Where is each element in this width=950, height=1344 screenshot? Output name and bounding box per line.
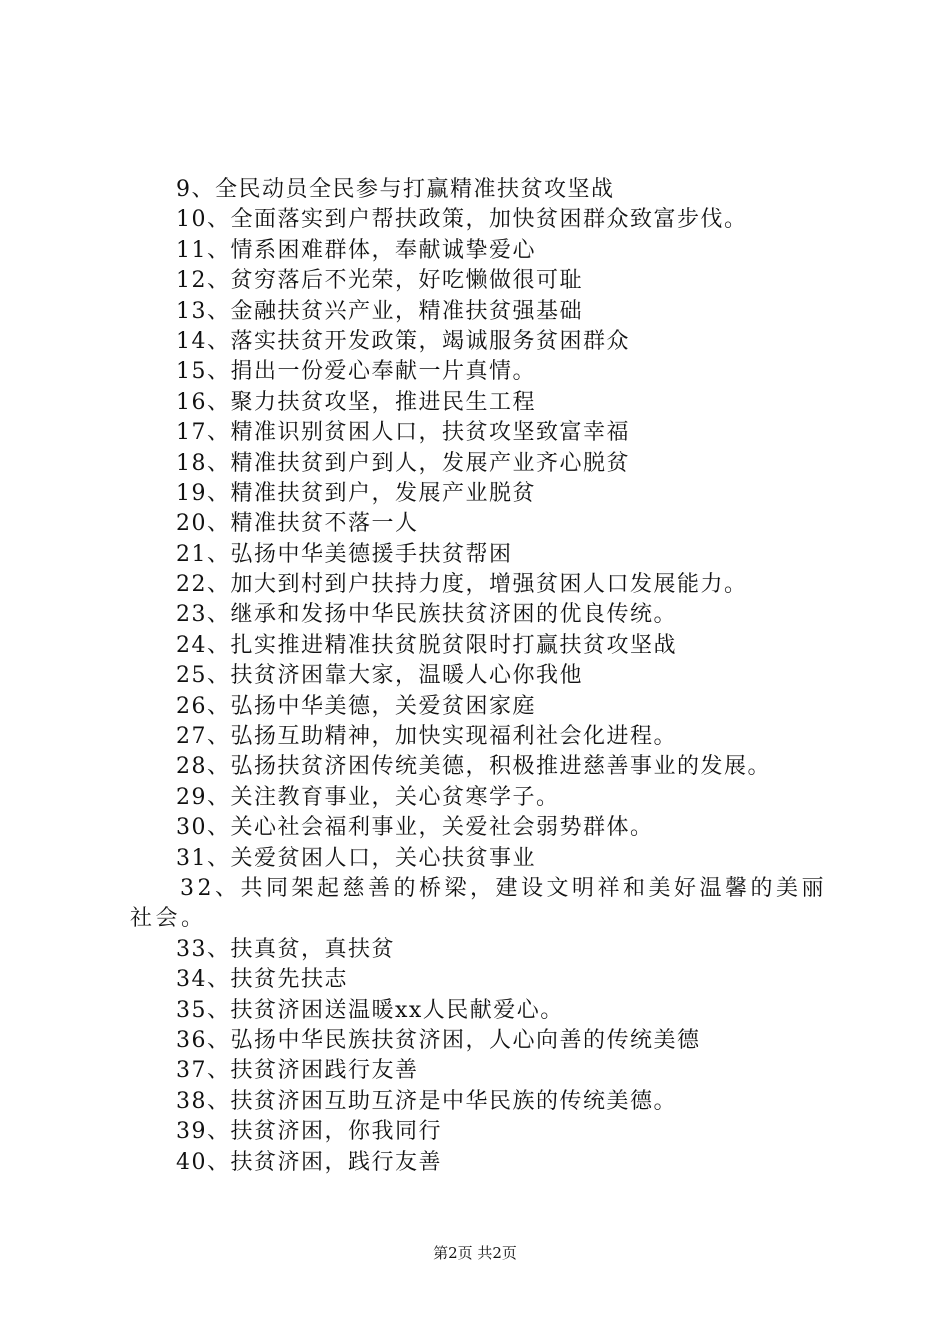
slogan-item: 19、精准扶贫到户，发展产业脱贫: [176, 480, 536, 506]
slogan-item: 9、全民动员全民参与打赢精准扶贫攻坚战: [176, 177, 615, 202]
slogan-item: 20、精准扶贫不落一人: [176, 511, 419, 537]
slogan-item: 16、聚力扶贫攻坚，推进民生工程: [176, 389, 536, 415]
slogan-item: 37、扶贫济困践行友善: [176, 1058, 419, 1084]
slogan-item: 26、弘扬中华美德，关爱贫困家庭: [176, 693, 536, 719]
slogan-item: 11、情系困难群体，奉献诚挚爱心: [176, 237, 536, 263]
slogan-item: 35、扶贫济困送温暖xx人民献爱心。: [176, 997, 564, 1023]
slogan-item: 27、弘扬互助精神，加快实现福利社会化进程。: [176, 724, 677, 750]
slogan-item: 38、扶贫济困互助互济是中华民族的传统美德。: [176, 1088, 677, 1114]
slogan-item: 33、扶真贫，真扶贫: [176, 936, 395, 962]
slogan-item: 13、金融扶贫兴产业，精准扶贫强基础: [176, 298, 583, 324]
slogan-item: 30、关心社会福利事业，关爱社会弱势群体。: [176, 815, 654, 841]
slogan-item: 15、捐出一份爱心奉献一片真情。: [176, 359, 536, 385]
slogan-item: 14、落实扶贫开发政策，竭诚服务贫困群众: [176, 328, 630, 354]
slogan-item: 29、关注教育事业，关心贫寒学子。: [176, 784, 560, 810]
slogan-item: 36、弘扬中华民族扶贫济困，人心向善的传统美德: [176, 1027, 701, 1053]
slogan-item: 39、扶贫济困，你我同行: [176, 1119, 442, 1145]
slogan-item: 24、扎实推进精准扶贫脱贫限时打赢扶贫攻坚战: [176, 632, 677, 658]
slogan-item: 28、弘扬扶贫济困传统美德，积极推进慈善事业的发展。: [176, 754, 771, 780]
page-footer: 第2页 共2页: [433, 1244, 517, 1262]
slogan-item: 18、精准扶贫到户到人，发展产业齐心脱贫: [176, 450, 630, 476]
slogan-item: 31、关爱贫困人口，关心扶贫事业: [176, 845, 536, 871]
slogan-item: 25、扶贫济困靠大家，温暖人心你我他: [176, 663, 583, 689]
slogan-item: 10、全面落实到户帮扶政策，加快贫困群众致富步伐。: [176, 207, 748, 233]
slogan-item: 32、共同架起慈善的桥梁，建设文明祥和美好温馨的美丽社会。: [130, 875, 827, 932]
slogan-item: 12、贫穷落后不光荣，好吃懒做很可耻: [176, 268, 583, 294]
slogan-item: 40、扶贫济困，践行友善: [176, 1149, 442, 1175]
slogan-list: [130, 175, 830, 1178]
slogan-item: 17、精准识别贫困人口，扶贫攻坚致富幸福: [176, 420, 630, 446]
slogan-item: 23、继承和发扬中华民族扶贫济困的优良传统。: [176, 602, 677, 628]
slogan-item: 21、弘扬中华美德援手扶贫帮困: [176, 541, 513, 567]
slogan-item: 34、扶贫先扶志: [176, 967, 348, 993]
slogan-item: 22、加大到村到户扶持力度，增强贫困人口发展能力。: [176, 572, 748, 598]
